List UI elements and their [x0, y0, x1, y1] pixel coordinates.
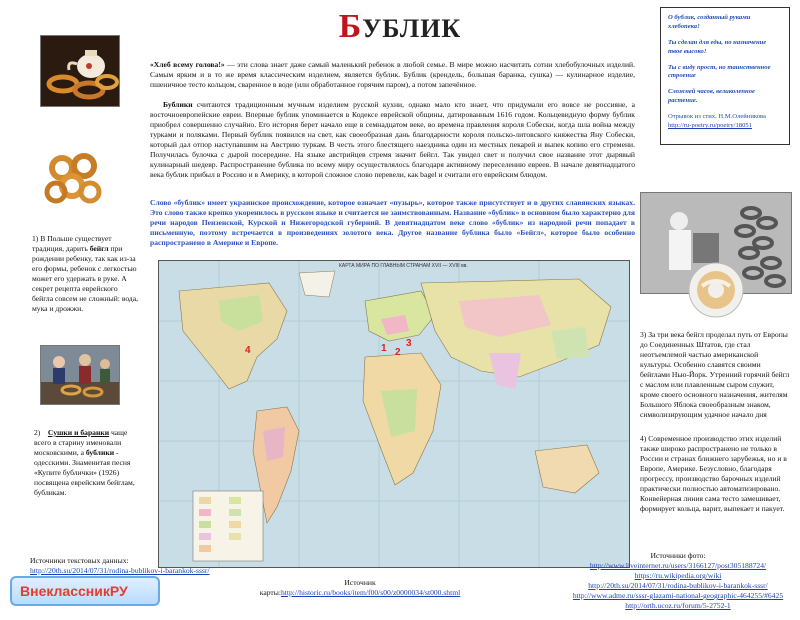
- intro-text: — эти слова знает даже самый маленький ребенок в любой семье. В мире можно насчитать сотни хлебобулочных изделий. Самым ярким и в то же время классическим изделием, является бублик. Бублик (крендель, большая баранка, сушка) — кулинарное изделие, пшеничное тесто кольцом, сваренное в воде (или обработанное горячим паром), а потом запечённое.: [150, 60, 635, 90]
- photo-sources-label: Источники фото:: [650, 551, 706, 560]
- note-1: 1) В Польше существует традиция, дарить бейгл при рождении ребенку, так как из-за его формы, ребенок с легкостью может его удержать в руке. А секрет рецепта еврейского бейгла совсем не сложный: вода, мука и дрожжи.: [32, 234, 139, 314]
- poem-line: Ты с виду прост, но таинственное строение: [668, 63, 771, 80]
- photo-source-link-4[interactable]: http://www.adme.ru/sssr-glazami-national-geographic-464255/#6425: [572, 591, 784, 601]
- poem-line: О бублик, созданный руками хлебопека!: [668, 14, 751, 30]
- poem-source-label: Отрывок из стих. Н.М.Олейникова: [668, 113, 766, 121]
- photo-source-link-3[interactable]: http://20th.su/2014/07/31/rodina-bublikov-i-barankok-sssr/: [588, 581, 768, 591]
- word-origin-paragraph: Слово «бублик» имеет украинское происхождение, которое означает «пузырь», которое также присутствует и в других славянских языках. Это слово также крепко укоренилось в русском языке и считается не заимствованным. Название «бублик» в основном было характерно для речи народов Пензенской, Курской и Нижегородской губерний. В девятнадцатом веке слово «бублик» из народной речи попадает в письменную, поэтому встречается в произведениях золотого века. Другое название бублика было «Бейгл», которое было особенно распространено в Америке и Европе.: [150, 198, 635, 248]
- map-source-link[interactable]: http://historic.ru/books/item/f00/s00/z0000034/st000.shtml: [280, 588, 461, 598]
- map-marker-3: 3: [406, 338, 412, 349]
- teapot-bagels-photo: [40, 35, 120, 107]
- note-4: 4) Современное производство этих изделий также широко распространено не только в России и странах ближнего зарубежья, но и в Европе, Америке. Безусловно, благодаря прогрессу, производство барочных изделий практически полностью автоматизировано. Конвейерная линия сама тесто замешивает, формирует кольца, варит, выпекает и пакует.: [640, 434, 787, 514]
- world-map-picture: [159, 261, 629, 567]
- photo-source-link-2[interactable]: https://ru.wikipedia.org/wiki: [634, 571, 722, 581]
- history-text: считаются традиционным мучным изделием русской кухни, однако мало кто знает, что придумали его вовсе не россияне, а восточноевропейские евреи. Впервые бублик упоминается в Кодексе еврейской общины, датированным 1616 годом. Кольцевидную форму бублик приобрел совершенно случайно. Его история берет начало еще в семнадцатом веке, во времена правления короля Собески, когда шла война между турками и поляками. Первый бублик появился на свет, как своеобразная дань благодарности короля польско-литовского княжества Яну Собески, который дал отпор наступавшим на Австрию туркам. В честь этого блестящего наездника один из местных пекарей и выпек копию его стремени. Получилась булочка с дырой посередине. На языке австрийцев стремя значит бейгл. Так увидел свет и получил свое название этот дырявый кулинарный шедевр. Распространение бублика по всему миру осуществлялось благодаря активному переселению евреев. В начале девятнадцатого века бублик прибыл в Россию и в Америку, в которой сложное слово перевели, как bagel и считали его еврейским блюдом.: [150, 100, 636, 180]
- map-marker-1: 1: [381, 343, 387, 354]
- map-marker-4: 4: [245, 345, 251, 356]
- site-logo: ВнеклассникРУ: [10, 576, 160, 606]
- history-bold: Бублики: [163, 100, 193, 109]
- map-source-prefix: карты:: [259, 588, 281, 598]
- photo-source-link-5[interactable]: http://orth.ucoz.ru/forum/5-2752-1: [625, 601, 731, 611]
- text-sources-label: Источники текстовых данных:: [30, 556, 129, 565]
- photo-source-link-1[interactable]: http://www.liveinternet.ru/users/3166127/post305188724/: [589, 561, 767, 571]
- bagel-plate-photo: [688, 262, 744, 318]
- map-source: [240, 578, 480, 598]
- market-sellers-photo: [40, 345, 120, 405]
- poem-source-link[interactable]: http://ru-poetry.ru/poetry/18051: [668, 122, 752, 130]
- history-paragraph: [150, 100, 635, 180]
- photo-sources: [560, 551, 796, 611]
- bagel-pile-photo: [44, 152, 102, 208]
- intro-bold: «Хлеб всему голова!»: [150, 60, 225, 69]
- intro-paragraph: [150, 60, 635, 90]
- poem-box: [660, 7, 790, 145]
- market-sellers-picture: [41, 346, 119, 404]
- map-marker-2: 2: [395, 347, 401, 358]
- note-3: 3) За три века бейгл проделал путь от Европы до Соединенных Штатов, где стал неотъемлемой частью американской культуры. Особенно славятся своими бейглами Нью-Йорк. Утренний горячий бейгл с маслом или плавленным сыром служит, кроме своего основного назначения, жителям Большого Яблока своеобразным знаком, символизирующим удачное начало дня: [640, 330, 790, 420]
- bagel-pile-picture: [44, 152, 102, 208]
- map-source-label: Источник: [344, 578, 376, 587]
- teapot-bagels-picture: [41, 36, 119, 106]
- page-title: БУБЛИК: [338, 8, 462, 45]
- poem-line: Сложней часов, великолепное растение.: [668, 88, 755, 105]
- bagel-plate-picture: [688, 262, 744, 318]
- note-2: 2) Сушки и баранки чаще всего в старину именовали московскими, а бублики - одесскими. Знаменитая песня «Купите бублички» (1926) посвящена еврейским бейглам, бубликам.: [34, 428, 135, 498]
- poem-line: Ты сделан для еды, но назначение твое высоко!: [668, 38, 767, 55]
- map-title: КАРТА МИРА ПО ГЛАВНЫМ СТРАНАМ XVII — XVIII вв.: [339, 263, 468, 269]
- text-source-link-1[interactable]: http://20th.su/2014/07/31/rodina-bublikov-i-barankok-sssr/: [30, 566, 210, 576]
- world-map: [158, 260, 630, 568]
